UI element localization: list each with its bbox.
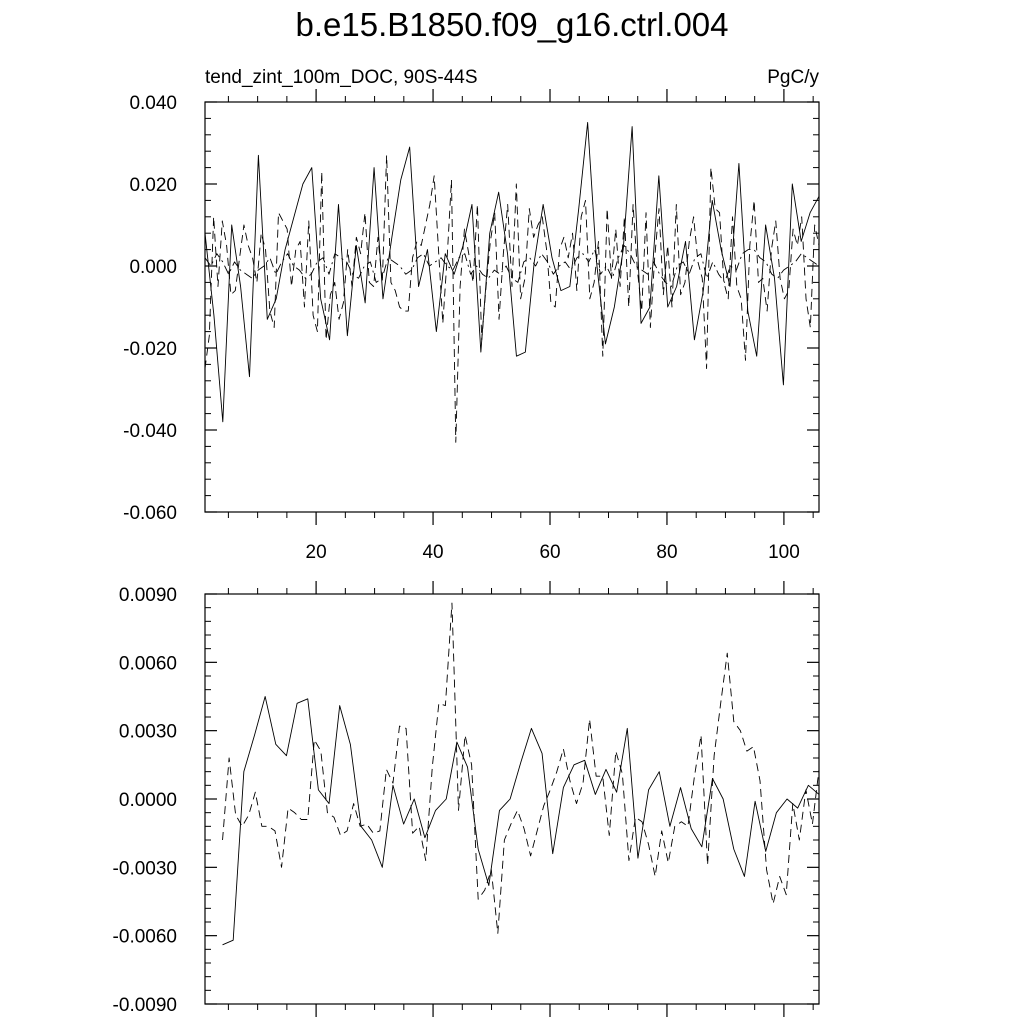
bottom-y-tick-label: -0.0060 — [112, 926, 177, 948]
bottom-y-tick-label: -0.0030 — [112, 858, 177, 880]
figure-title: b.e15.B1850.f09_g16.ctrl.004 — [295, 6, 729, 43]
top-panel-units-label: PgC/y — [767, 67, 819, 88]
top-x-tick-label: 20 — [305, 542, 327, 563]
top-x-tick-label: 40 — [422, 542, 444, 563]
bottom-y-tick-label: 0.0090 — [118, 585, 177, 606]
bottom-y-tick-label: 0.0000 — [118, 790, 177, 811]
top-y-tick-label: 0.040 — [129, 93, 177, 114]
bottom-y-tick-label: -0.0090 — [112, 995, 177, 1016]
bottom-y-tick-label: 0.0060 — [118, 653, 177, 675]
top-x-tick-label: 60 — [539, 542, 561, 563]
top-x-tick-label: 100 — [768, 542, 800, 563]
top-panel-left-label: tend_zint_100m_DOC, 90S-44S — [205, 67, 478, 88]
top-y-tick-label: 0.020 — [129, 175, 177, 196]
top-x-tick-label: 80 — [656, 542, 678, 563]
top-series-solid-line — [205, 123, 819, 422]
top-y-tick-label: 0.000 — [129, 257, 177, 278]
bottom-panel-plot — [113, 581, 819, 1017]
top-y-tick-label: -0.020 — [123, 339, 177, 360]
bottom-y-tick-label: 0.0030 — [118, 721, 177, 743]
top-series-dashed-line — [205, 155, 819, 442]
top-y-tick-label: -0.040 — [123, 421, 177, 442]
top-panel-plot — [123, 89, 819, 563]
top-y-tick-label: -0.060 — [123, 503, 177, 524]
bottom-series-dashed-line — [223, 603, 819, 933]
top-series-dash-dot-line — [205, 246, 819, 287]
